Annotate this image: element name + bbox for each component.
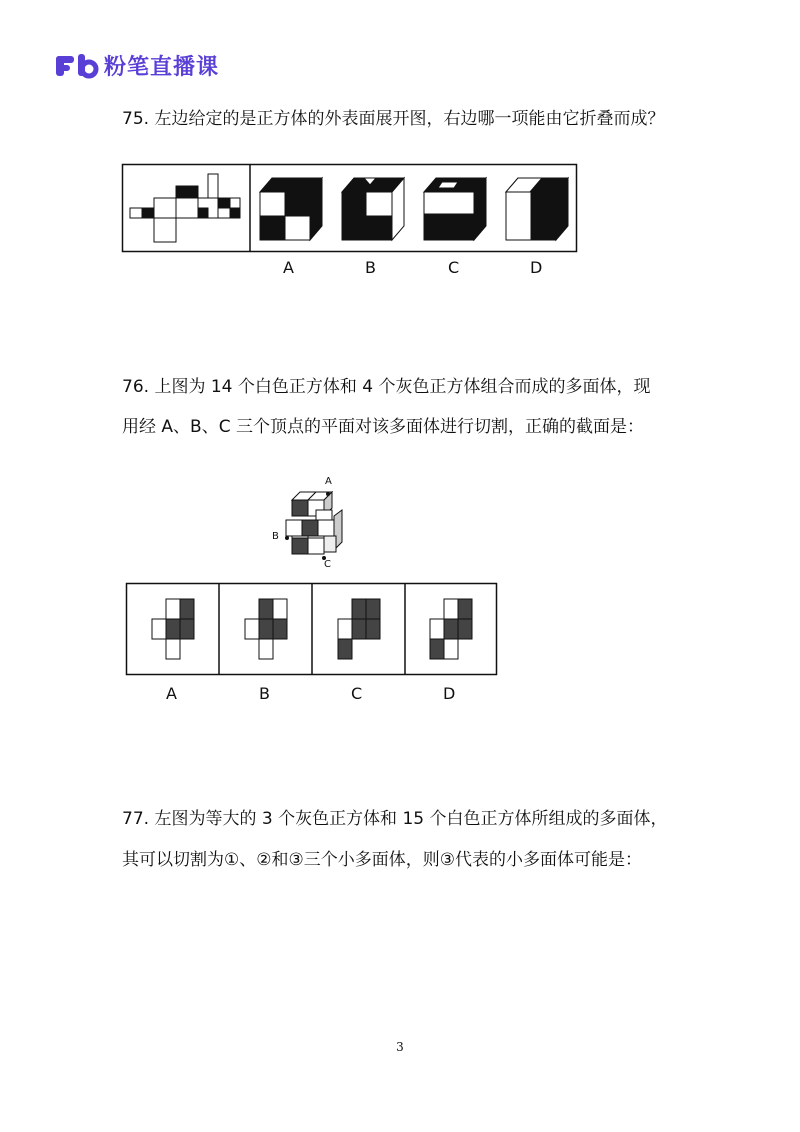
question-75-text: 75. 左边给定的是正方体的外表面展开图，右边哪一项能由它折叠而成？ <box>122 109 665 129</box>
question-77-line1: 77. 左图为等大的 3 个灰色正方体和 15 个白色正方体所组成的多面体， <box>122 809 668 829</box>
question-76-line2: 用经 A、B、C 三个顶点的平面对该多面体进行切割，正确的截面是： <box>122 417 644 437</box>
q76-polyhedron <box>270 476 360 572</box>
q76-option-d-label: D <box>443 684 456 703</box>
question-77-line2: 其可以切割为①、②和③三个小多面体，则③代表的小多面体可能是： <box>122 850 642 870</box>
brand-name: 粉笔直播课 <box>104 55 220 80</box>
cube-option-b <box>342 178 404 240</box>
vertex-label-c: C <box>324 559 331 570</box>
page-number: 3 <box>396 1040 404 1054</box>
q75-option-d-label: D <box>530 258 543 277</box>
fb-logo-icon <box>56 54 98 78</box>
q75-option-c-label: C <box>448 258 460 277</box>
vertex-label-b: B <box>272 531 279 542</box>
cube-option-d <box>506 178 568 240</box>
cube-option-c <box>424 178 486 240</box>
q75-option-a-label: A <box>283 258 294 277</box>
q75-option-b-label: B <box>365 258 376 277</box>
brand-logo <box>56 50 219 81</box>
q76-option-b-label: B <box>259 684 270 703</box>
question-76-line1: 76. 上图为 14 个白色正方体和 4 个灰色正方体组合而成的多面体，现 <box>122 377 651 397</box>
q75-figure <box>122 164 577 252</box>
q76-option-a-label: A <box>166 684 177 703</box>
vertex-label-a: A <box>325 476 332 487</box>
q76-option-c-label: C <box>351 684 363 703</box>
q76-options-figure <box>126 583 498 675</box>
cube-option-a <box>260 178 322 240</box>
